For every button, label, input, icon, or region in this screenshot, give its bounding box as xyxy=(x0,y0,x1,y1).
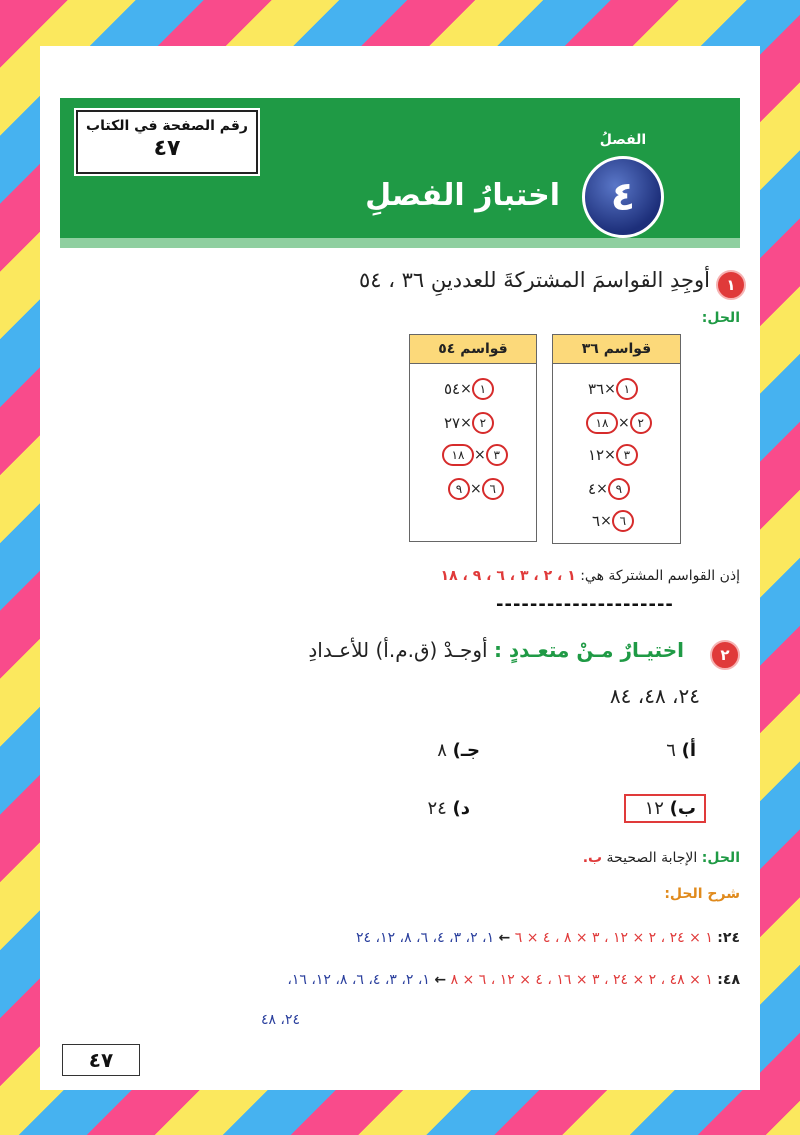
circled-divisor: ٦ xyxy=(482,478,504,500)
option-c: جـ) ٨ xyxy=(437,740,480,761)
divisors-54-row: ١٨ × ٣ xyxy=(442,444,508,468)
question-1-text: أوجِدِ القواسمَ المشتركةَ للعددينِ ٣٦ ، ٥٤ xyxy=(358,268,710,292)
chapter-word: الفصلُ xyxy=(599,132,647,148)
circled-divisor: ٢ xyxy=(472,412,494,434)
circled-divisor: ١٨ xyxy=(442,444,474,466)
question-2-type: اختيـارٌ مـنْ متعـددٍ : xyxy=(493,638,684,662)
arrow-icon: ← xyxy=(498,930,511,946)
circled-divisor: ١ xyxy=(472,378,494,400)
common-divisors-values: ١ ، ٢ ، ٣ ، ٦ ، ٩ ، ١٨ xyxy=(440,568,576,584)
q1-solution-label: الحل: xyxy=(701,310,740,326)
divisors-54-header: قواسم ٥٤ xyxy=(410,335,536,364)
question-2-number: ٢ xyxy=(710,640,740,670)
divisors-36-header: قواسم ٣٦ xyxy=(553,335,680,364)
book-page-reference-box xyxy=(76,110,258,174)
divisors-36-row: ١٢× ٣ xyxy=(588,444,638,468)
common-divisors-line: إذن القواسم المشتركة هي: ١ ، ٢ ، ٣ ، ٦ ، ٩ ، ١٨ xyxy=(440,568,740,584)
q2-answer-line: الحل: الإجابة الصحيحة ب. xyxy=(582,850,740,866)
divisors-54-row: ٢٧× ٢ xyxy=(444,412,494,436)
circled-divisor: ١٨ xyxy=(586,412,618,434)
explanation-label: شرح الحل: xyxy=(664,886,740,902)
factors-24-line: ٢٤: ١ × ٢٤ ، ٢ × ١٢ ، ٣ × ٨ ، ٤ × ٦ ← ١، ٢، ٣، ٤، ٦، ٨، ١٢، ٢٤ xyxy=(356,930,740,946)
divisors-36-row: ٤× ٩ xyxy=(588,478,630,502)
question-2-numbers: ٢٤، ٤٨، ٨٤ xyxy=(609,684,700,708)
banner-stripe xyxy=(60,238,740,248)
divisors-54-row: ٩ × ٦ xyxy=(448,478,504,502)
divisors-54-row: ٥٤× ١ xyxy=(444,378,494,402)
factors-48-line: ٤٨: ١ × ٤٨ ، ٢ × ٢٤ ، ٣ × ١٦ ، ٤ × ١٢ ، ٦ × ٨ ← ١، ٢، ٣، ٤، ٦، ٨، ١٢، ١٦، xyxy=(287,972,740,988)
divisors-36-row: ١٨ × ٢ xyxy=(586,412,652,436)
chapter-number-badge: ٤ xyxy=(582,156,664,238)
arrow-icon: ← xyxy=(434,972,447,988)
chapter-title: اختبارُ الفصلِ xyxy=(365,178,560,213)
circled-divisor: ٦ xyxy=(612,510,634,532)
option-a: أ) ٦ xyxy=(666,740,696,761)
option-d: د) ٢٤ xyxy=(427,798,470,819)
divisors-36-row: ٦× ٦ xyxy=(592,510,634,534)
question-2-prompt: أوجـدْ (ق.م.أ) للأعـدادِ xyxy=(308,638,488,662)
section-divider: --------------------- xyxy=(496,594,674,615)
page-ref-label: رقم الصفحة في الكتاب xyxy=(86,118,248,134)
circled-divisor: ٢ xyxy=(630,412,652,434)
circled-divisor: ٩ xyxy=(448,478,470,500)
page-number: ٤٧ xyxy=(62,1044,140,1076)
worksheet-page xyxy=(40,46,760,1090)
option-b-correct: ب) ١٢ xyxy=(624,794,706,823)
question-2-title xyxy=(270,638,684,662)
circled-divisor: ١ xyxy=(616,378,638,400)
divisors-54-table xyxy=(409,334,537,542)
circled-divisor: ٩ xyxy=(608,478,630,500)
question-1-number: ١ xyxy=(716,270,746,300)
circled-divisor: ٣ xyxy=(616,444,638,466)
divisors-36-row: ٣٦× ١ xyxy=(588,378,638,402)
factors-48-continuation: ٢٤، ٤٨ xyxy=(260,1012,300,1028)
circled-divisor: ٣ xyxy=(486,444,508,466)
page-ref-number: ٤٧ xyxy=(153,136,181,161)
